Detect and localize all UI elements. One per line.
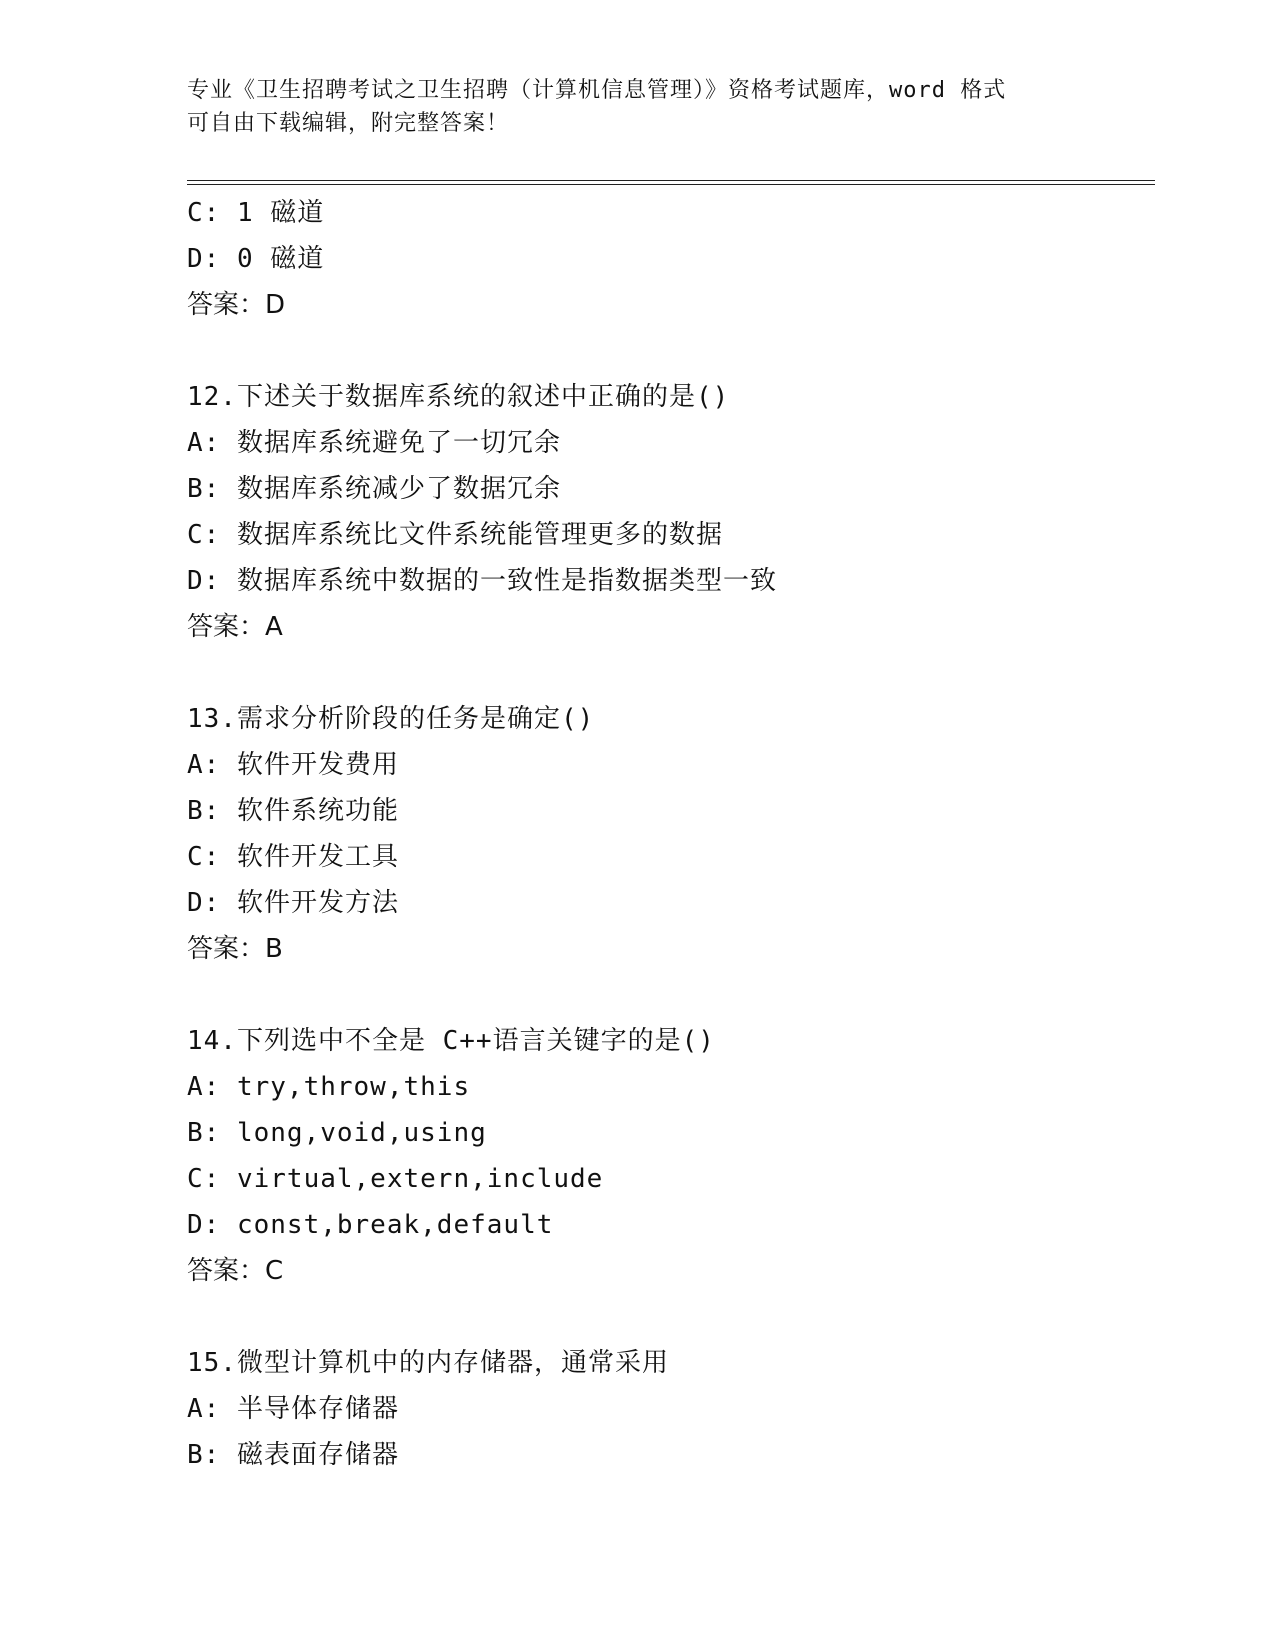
header-line-2: 可自由下载编辑，附完整答案！ <box>187 111 510 136</box>
option-a: A: 数据库系统避免了一切冗余 <box>187 428 561 458</box>
option-a: A: 半导体存储器 <box>187 1394 399 1424</box>
question-text: 14.下列选中不全是 C++语言关键字的是() <box>187 1026 715 1056</box>
question-text: 12.下述关于数据库系统的叙述中正确的是() <box>187 382 730 412</box>
question-13 <box>187 696 1147 972</box>
answer-line: 答案：A <box>187 612 283 642</box>
question-14 <box>187 1018 1147 1294</box>
spacer <box>187 1294 1147 1340</box>
answer-line: 答案：B <box>187 934 283 964</box>
document-header <box>187 74 1087 140</box>
answer-line: 答案：C <box>187 1256 284 1286</box>
option-c: C: 1 磁道 <box>187 198 325 228</box>
question-11 <box>187 190 1147 328</box>
option-b: B: 软件系统功能 <box>187 796 399 826</box>
question-text: 13.需求分析阶段的任务是确定() <box>187 704 595 734</box>
option-d: D: const,break,default <box>187 1210 554 1240</box>
option-c: C: virtual,extern,include <box>187 1164 604 1194</box>
option-a: A: 软件开发费用 <box>187 750 399 780</box>
option-a: A: try,throw,this <box>187 1072 471 1102</box>
spacer <box>187 650 1147 696</box>
header-line-1: 专业《卫生招聘考试之卫生招聘（计算机信息管理）》资格考试题库，word 格式 <box>187 78 1007 103</box>
header-divider-bottom <box>187 184 1155 185</box>
option-d: D: 0 磁道 <box>187 244 325 274</box>
question-list <box>187 190 1147 1478</box>
spacer <box>187 972 1147 1018</box>
answer-line: 答案：D <box>187 290 286 320</box>
question-15 <box>187 1340 1147 1478</box>
spacer <box>187 328 1147 374</box>
option-b: B: long,void,using <box>187 1118 487 1148</box>
question-text: 15.微型计算机中的内存储器，通常采用 <box>187 1348 669 1378</box>
option-b: B: 磁表面存储器 <box>187 1440 399 1470</box>
option-d: D: 软件开发方法 <box>187 888 399 918</box>
header-divider-top <box>187 180 1155 181</box>
option-d: D: 数据库系统中数据的一致性是指数据类型一致 <box>187 566 777 596</box>
option-b: B: 数据库系统减少了数据冗余 <box>187 474 561 504</box>
option-c: C: 软件开发工具 <box>187 842 399 872</box>
question-12 <box>187 374 1147 650</box>
option-c: C: 数据库系统比文件系统能管理更多的数据 <box>187 520 723 550</box>
